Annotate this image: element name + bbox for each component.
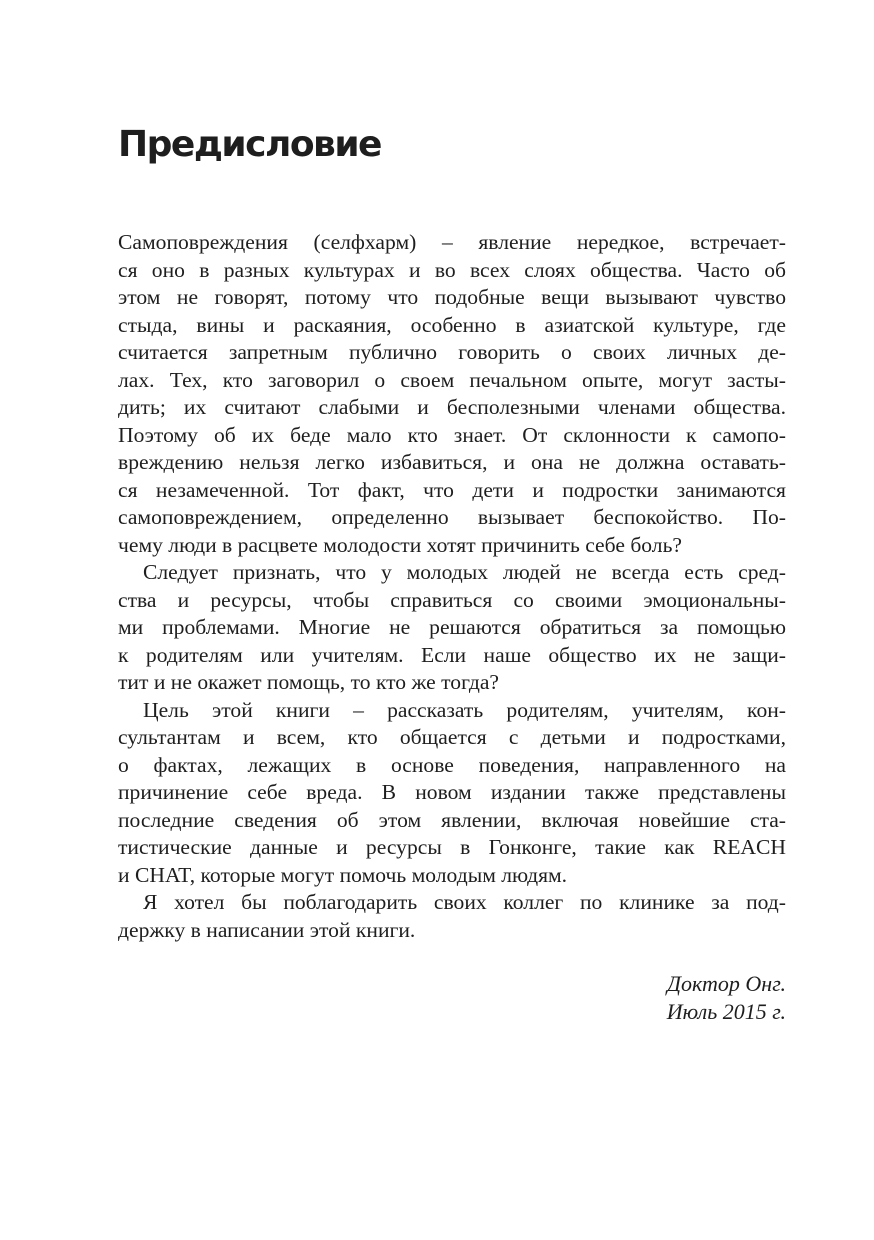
text-line: последние сведения об этом явлении, включая новейшие ста- [118, 807, 786, 832]
text-line: и CHAT, которые могут помочь молодым людям. [118, 862, 568, 887]
paragraph-2 [118, 559, 786, 697]
text-line: ся оно в разных культурах и во всех слоях общества. Часто об [118, 257, 786, 282]
paragraph-1 [118, 229, 786, 559]
signature-block [667, 970, 786, 1026]
text-line: Цель этой книги – рассказать родителям, учителям, кон- [143, 697, 786, 722]
text-line: сультантам и всем, кто общается с детьми и подростками, [118, 725, 786, 749]
text-line: вреждению нельзя легко избавиться, и она не должна оставать- [118, 450, 786, 474]
page-title: Предисловие [118, 124, 381, 165]
text-line: к родителям или учителям. Если наше общество их не защи- [118, 642, 786, 667]
text-line: считается запретным публично говорить о своих личных де- [118, 340, 786, 364]
text-line: Я хотел бы поблагодарить своих коллег по клинике за под- [143, 890, 786, 914]
text-line: тистические данные и ресурсы в Гонконге, такие как REACH [118, 835, 786, 859]
text-line: о фактах, лежащих в основе поведения, направленного на [118, 752, 786, 777]
text-line: Самоповреждения (селфхарм) – явление нередкое, встречает- [118, 230, 786, 254]
text-line: ства и ресурсы, чтобы справиться со своими эмоциональны- [118, 587, 786, 612]
text-line: самоповреждением, определенно вызывает беспокойство. По- [118, 505, 786, 529]
preface-body [118, 229, 786, 944]
signature-date: Июль 2015 г. [666, 999, 786, 1024]
text-line: чему люди в расцвете молодости хотят причинить себе боль? [118, 532, 683, 557]
text-line: держку в написании этой книги. [118, 917, 416, 942]
text-line: ми проблемами. Многие не решаются обратиться за помощью [118, 615, 786, 639]
text-line: этом не говорят, потому что подобные вещи вызывают чувство [118, 285, 786, 309]
paragraph-3 [118, 697, 786, 890]
text-line: лах. Тех, кто заговорил о своем печальном опыте, могут засты- [118, 367, 786, 392]
text-line: стыда, вины и раскаяния, особенно в азиатской культуре, где [118, 312, 786, 337]
text-line: тит и не окажет помощь, то кто же тогда? [118, 670, 500, 694]
paragraph-4 [118, 889, 786, 944]
text-line: ся незамеченной. Тот факт, что дети и подростки занимаются [118, 477, 786, 502]
text-line: причинение себе вреда. В новом издании также представлены [118, 780, 786, 804]
text-line: Поэтому об их беде мало кто знает. От склонности к самопо- [118, 422, 786, 447]
text-line: Следует признать, что у молодых людей не всегда есть сред- [143, 560, 786, 584]
text-line: дить; их считают слабыми и бесполезными членами общества. [118, 395, 786, 419]
signature-author: Доктор Онг. [667, 971, 786, 996]
